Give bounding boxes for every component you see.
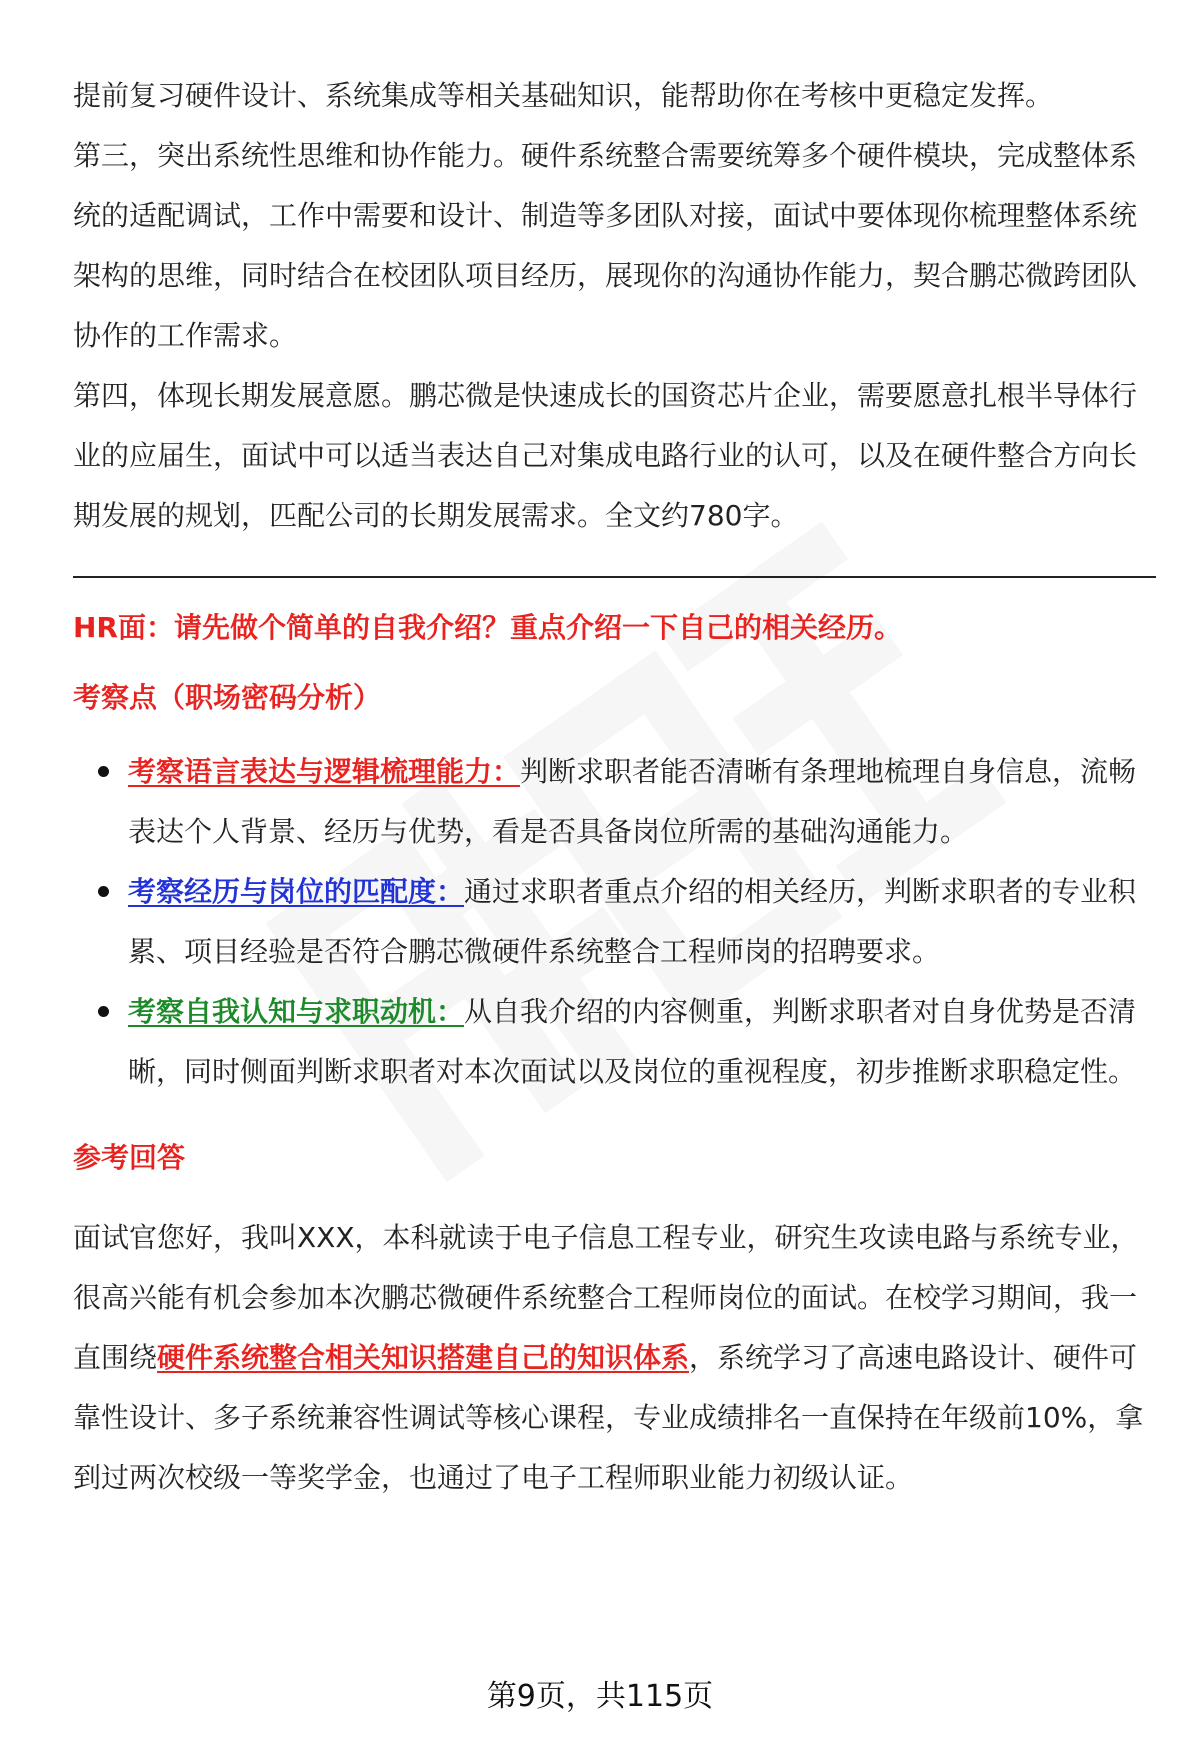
bullet-icon [98, 886, 109, 897]
bullet-text: 从自我介绍的内容侧重，判断求职者对自身优势是否清晰，同时侧面判断求职者对本次面试以及岗位的重视程度，初步推断求职稳定性。 [128, 995, 1137, 1088]
answer-paragraph [73, 1208, 1158, 1508]
bullet-icon [98, 1006, 109, 1017]
bullet-text: 通过求职者重点介绍的相关经历，判断求职者的专业积累、项目经验是否符合鹏芯微硬件系统整合工程师岗的招聘要求。 [128, 875, 1137, 968]
kaocha-list [73, 742, 1158, 1102]
paragraph-fourth-point: 第四，体现长期发展意愿。鹏芯微是快速成长的国资芯片企业，需要愿意扎根半导体行业的应届生，面试中可以适当表达自己对集成电路行业的认可，以及在硬件整合方向长期发展的规划，匹配公司的长期发展需求。全文约780字。 [73, 379, 1138, 532]
bullet-text: 判断求职者能否清晰有条理地梳理自身信息，流畅表达个人背景、经历与优势，看是否具备岗位所需的基础沟通能力。 [128, 755, 1137, 848]
list-item [73, 982, 1158, 1102]
list-item [73, 862, 1158, 982]
content-area [73, 66, 1158, 1508]
answer-highlight: 硬件系统整合相关知识搭建自己的知识体系 [157, 1341, 690, 1374]
bullet-label: 考察自我认知与求职动机： [128, 995, 465, 1028]
answer-title: 参考回答 [73, 1141, 186, 1174]
kaocha-title: 考察点（职场密码分析） [73, 681, 382, 714]
bullet-label: 考察经历与岗位的匹配度： [128, 875, 465, 908]
paragraph-third-point: 第三，突出系统性思维和协作能力。硬件系统整合需要统筹多个硬件模块，完成整体系统的适配调试，工作中需要和设计、制造等多团队对接，面试中要体现你梳理整体系统架构的思维，同时结合在校团队项目经历，展现你的沟通协作能力，契合鹏芯微跨团队协作的工作需求。 [73, 139, 1138, 352]
list-item [73, 742, 1158, 862]
bullet-icon [98, 766, 109, 777]
answer-text-after: ，系统学习了高速电路设计、硬件可靠性设计、多子系统兼容性调试等核心课程，专业成绩排名一直保持在年级前10%，拿到过两次校级一等奖学金，也通过了电子工程师职业能力初级认证。 [73, 1341, 1144, 1494]
question-title: HR面：请先做个简单的自我介绍？重点介绍一下自己的相关经历。 [73, 611, 902, 644]
page-footer: 第9页，共115页 [486, 1679, 714, 1714]
bullet-label: 考察语言表达与逻辑梳理能力： [128, 755, 521, 788]
section-divider [73, 576, 1156, 578]
paragraph-intro-end: 提前复习硬件设计、系统集成等相关基础知识，能帮助你在考核中更稳定发挥。 [73, 79, 1054, 112]
answer-text-before: 面试官您好，我叫XXX，本科就读于电子信息工程专业，研究生攻读电路与系统专业，很高兴能有机会参加本次鹏芯微硬件系统整合工程师岗位的面试。在校学习期间，我一直围绕 [73, 1221, 1139, 1374]
